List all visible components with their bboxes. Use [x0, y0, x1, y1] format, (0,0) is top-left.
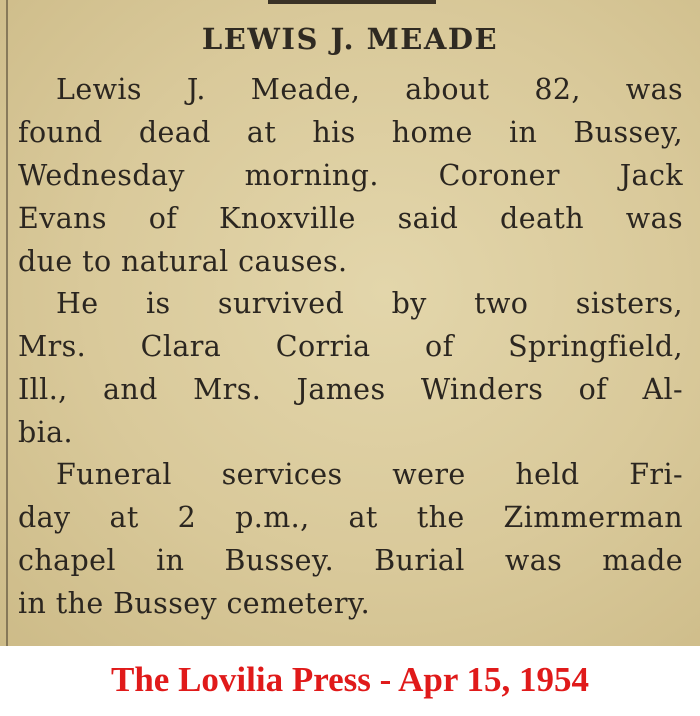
text-line: He is survived by two sisters,	[56, 287, 683, 320]
text-line: Funeral services were held Fri-	[56, 458, 683, 491]
text-line: chapel in Bussey. Burial was made	[18, 544, 683, 577]
text-line: in the Bussey cemetery.	[18, 587, 371, 620]
paragraph-3	[18, 453, 683, 625]
paragraph-1	[18, 68, 683, 283]
text-line: bia.	[18, 416, 74, 449]
text-line: Lewis J. Meade, about 82, was	[56, 73, 683, 106]
paragraph-2	[18, 282, 683, 454]
text-line: due to natural causes.	[18, 245, 348, 278]
text-line: Wednesday morning. Coroner Jack	[18, 159, 683, 192]
source-caption: The Lovilia Press - Apr 15, 1954	[110, 660, 590, 699]
clipping-left-edge	[6, 0, 8, 646]
text-line: Evans of Knoxville said death was	[18, 202, 683, 235]
obituary-headline: LEWIS J. MEADE	[201, 22, 499, 56]
text-line: found dead at his home in Bussey,	[18, 116, 683, 149]
text-line: Ill., and Mrs. James Winders of Al-	[18, 373, 683, 406]
text-line: Mrs. Clara Corria of Springfield,	[18, 330, 683, 363]
top-rule-divider	[268, 0, 436, 4]
text-line: day at 2 p.m., at the Zimmerman	[18, 501, 683, 534]
